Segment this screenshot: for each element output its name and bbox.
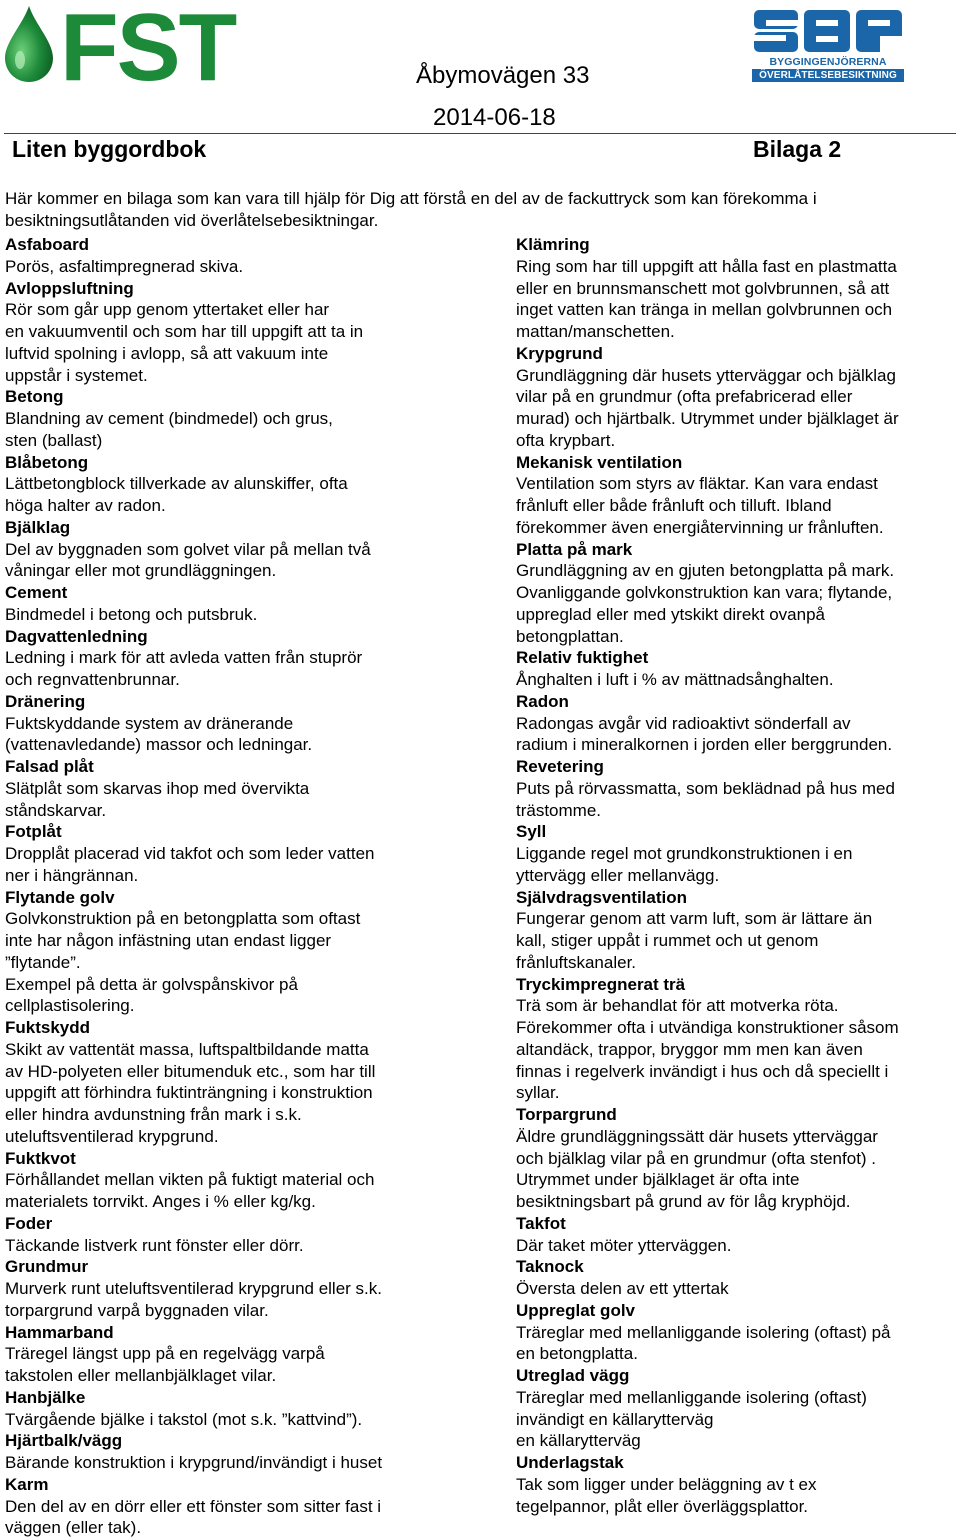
- glossary-entry: [5, 626, 475, 691]
- glossary-definition: Puts på rörvassmatta, som beklädnad på hus med trästomme.: [516, 778, 956, 822]
- glossary-term: Dagvattenledning: [5, 626, 475, 648]
- glossary-term: Klämring: [516, 234, 956, 256]
- glossary-definition: Ledning i mark för att avleda vatten från stuprör och regnvattenbrunnar.: [5, 647, 475, 691]
- glossary-entry: [516, 691, 956, 756]
- glossary-term: Karm: [5, 1474, 475, 1496]
- sbr-logo-mark-icon: [752, 8, 904, 54]
- glossary-term: Krypgrund: [516, 343, 956, 365]
- glossary-entry: [5, 821, 475, 886]
- header-divider: [4, 133, 956, 134]
- glossary-term: Torpargrund: [516, 1104, 956, 1126]
- glossary-definition: Träreglar med mellanliggande isolering (oftast) på en betongplatta.: [516, 1322, 956, 1366]
- glossary-term: Självdragsventilation: [516, 887, 956, 909]
- glossary-definition: Rör som går upp genom yttertaket eller har en vakuumventil och som har till uppgift att ta in luftvid spolning i avlopp, så att vakuum inte uppstår i systemet.: [5, 299, 475, 386]
- glossary-definition: Träregel längst upp på en regelvägg varpå takstolen eller mellanbjälklaget vilar.: [5, 1343, 475, 1387]
- glossary-definition: Skikt av vattentät massa, luftspaltbildande matta av HD-polyeten eller bitumenduk etc., som har till uppgift att förhindra fuktinträngning i konstruktion eller hindra avdunstning från mark i s.k. uteluftsventilerad krypgrund.: [5, 1039, 475, 1148]
- property-address: Åbymovägen 33: [416, 62, 589, 90]
- glossary-definition: Fungerar genom att varm luft, som är lättare än kall, stiger uppåt i rummet och ut genom frånluftskanaler.: [516, 908, 956, 973]
- glossary-term: Bjälklag: [5, 517, 475, 539]
- glossary-term: Taknock: [516, 1256, 956, 1278]
- sbr-logo-subtitle: ÖVERLÅTELSEBESIKTNING: [752, 69, 904, 82]
- glossary-term: Flytande golv: [5, 887, 475, 909]
- glossary-right-column: [516, 234, 956, 1517]
- document-title: Liten byggordbok: [12, 136, 206, 163]
- glossary-entry: [5, 1256, 475, 1321]
- intro-paragraph: Här kommer en bilaga som kan vara till hjälp för Dig att förstå en del av de fackuttryck som kan förekomma i besiktningsutlåtanden vid överlåtelsebesiktningar.: [5, 188, 945, 232]
- glossary-term: Cement: [5, 582, 475, 604]
- glossary-definition: Grundläggning av en gjuten betongplatta på mark. Ovanliggande golvkonstruktion kan vara; flytande, uppreglad eller med ytskikt direkt ovanpå betongplattan.: [516, 560, 956, 647]
- glossary-left-column: [5, 234, 475, 1539]
- title-row: [12, 136, 952, 166]
- glossary-entry: [516, 452, 956, 539]
- report-date: 2014-06-18: [433, 104, 556, 132]
- glossary-entry: [516, 647, 956, 691]
- glossary-definition: Grundläggning där husets ytterväggar och bjälklag vilar på en grundmur (ofta prefabricerad eller murad) och hjärtbalk. Utrymmet under bjälklaget är ofta krypbart.: [516, 365, 956, 452]
- glossary-entry: [5, 234, 475, 278]
- glossary-term: Revetering: [516, 756, 956, 778]
- glossary-definition: Ventilation som styrs av fläktar. Kan vara endast frånluft eller både frånluft och tilluft. Ibland förekommer även energiåtervinning ur frånluften.: [516, 473, 956, 538]
- glossary-definition: Radongas avgår vid radioaktivt sönderfall av radium i mineralkornen i jorden eller berggrunden.: [516, 713, 956, 757]
- water-drop-icon: [3, 4, 55, 84]
- glossary-definition: Ring som har till uppgift att hålla fast en plastmatta eller en brunnsmanschett mot golvbrunnen, så att inget vatten kan tränga in mellan golvbrunnen och mattan/manschetten.: [516, 256, 956, 343]
- glossary-entry: [5, 756, 475, 821]
- sbr-logo-name: BYGGINGENJÖRERNA: [752, 56, 904, 68]
- glossary-definition: Täckande listverk runt fönster eller dörr.: [5, 1235, 475, 1257]
- glossary-term: Hammarband: [5, 1322, 475, 1344]
- glossary-term: Radon: [516, 691, 956, 713]
- glossary-entry: [5, 1213, 475, 1257]
- glossary-entry: [5, 452, 475, 517]
- glossary-entry: [516, 1300, 956, 1365]
- glossary-term: Blåbetong: [5, 452, 475, 474]
- glossary-definition: Blandning av cement (bindmedel) och grus, sten (ballast): [5, 408, 475, 452]
- glossary-entry: [516, 539, 956, 648]
- glossary-definition: Fuktskyddande system av dränerande (vattenavledande) massor och ledningar.: [5, 713, 475, 757]
- glossary-definition: Slätplåt som skarvas ihop med övervikta ståndskarvar.: [5, 778, 475, 822]
- glossary-term: Fuktskydd: [5, 1017, 475, 1039]
- glossary-term: Falsad plåt: [5, 756, 475, 778]
- glossary-definition: Dropplåt placerad vid takfot och som leder vatten ner i hängrännan.: [5, 843, 475, 887]
- glossary-entry: [5, 1322, 475, 1387]
- glossary-term: Uppreglat golv: [516, 1300, 956, 1322]
- glossary-definition: Murverk runt uteluftsventilerad krypgrund eller s.k. torpargrund varpå byggnaden vilar.: [5, 1278, 475, 1322]
- glossary-term: Fuktkvot: [5, 1148, 475, 1170]
- glossary-term: Foder: [5, 1213, 475, 1235]
- glossary-term: Betong: [5, 386, 475, 408]
- glossary-entry: [5, 386, 475, 451]
- glossary-term: Avloppsluftning: [5, 278, 475, 300]
- glossary-term: Syll: [516, 821, 956, 843]
- glossary-term: Underlagstak: [516, 1452, 956, 1474]
- glossary-entry: [5, 1474, 475, 1539]
- glossary-entry: [5, 1430, 475, 1474]
- glossary-entry: [516, 821, 956, 886]
- glossary-definition: Liggande regel mot grundkonstruktionen i en yttervägg eller mellanvägg.: [516, 843, 956, 887]
- glossary-term: Platta på mark: [516, 539, 956, 561]
- glossary-entry: [5, 887, 475, 1018]
- glossary-entry: [5, 517, 475, 582]
- glossary-entry: [5, 278, 475, 387]
- glossary-definition: Lättbetongblock tillverkade av alunskiffer, ofta höga halter av radon.: [5, 473, 475, 517]
- glossary-definition: Trä som är behandlat för att motverka röta. Förekommer ofta i utvändiga konstruktioner såsom altandäck, trappor, bryggor mm men kan även finnas i regelverk invändigt i hus och då speciellt i syllar.: [516, 995, 956, 1104]
- glossary-entry: [5, 582, 475, 626]
- glossary-definition: Tak som ligger under beläggning av t ex tegelpannor, plåt eller överläggsplattor.: [516, 1474, 956, 1518]
- glossary-entry: [5, 1148, 475, 1213]
- glossary-entry: [516, 1452, 956, 1517]
- glossary-entry: [5, 691, 475, 756]
- glossary-term: Relativ fuktighet: [516, 647, 956, 669]
- glossary-definition: Porös, asfaltimpregnerad skiva.: [5, 256, 475, 278]
- glossary-definition: Den del av en dörr eller ett fönster som sitter fast i väggen (eller tak).: [5, 1496, 475, 1539]
- glossary-term: Takfot: [516, 1213, 956, 1235]
- glossary-entry: [5, 1017, 475, 1148]
- glossary-term: Utreglad vägg: [516, 1365, 956, 1387]
- glossary-entry: [516, 1365, 956, 1452]
- glossary-definition: Träreglar med mellanliggande isolering (oftast) invändigt en källarytterväg en källarytterväg: [516, 1387, 956, 1452]
- glossary-definition: Bindmedel i betong och putsbruk.: [5, 604, 475, 626]
- glossary-term: Hanbjälke: [5, 1387, 475, 1409]
- glossary-definition: Där taket möter ytterväggen.: [516, 1235, 956, 1257]
- glossary-entry: [516, 887, 956, 974]
- page-header: [0, 0, 960, 140]
- glossary-definition: Förhållandet mellan vikten på fuktigt material och materialets torrvikt. Anges i % eller kg/kg.: [5, 1169, 475, 1213]
- glossary-entry: [516, 1256, 956, 1300]
- glossary-definition: Översta delen av ett yttertak: [516, 1278, 956, 1300]
- glossary-entry: [516, 1213, 956, 1257]
- glossary-entry: [516, 974, 956, 1105]
- glossary-definition: Äldre grundläggningssätt där husets ytterväggar och bjälklag vilar på en grundmur (ofta stenfot) . Utrymmet under bjälklaget är ofta inte besiktningsbart på grund av för låg kryphöjd.: [516, 1126, 956, 1213]
- glossary-entry: [516, 343, 956, 452]
- appendix-label: Bilaga 2: [753, 136, 841, 163]
- glossary-entry: [5, 1387, 475, 1431]
- glossary-entry: [516, 756, 956, 821]
- glossary-definition: Bärande konstruktion i krypgrund/invändigt i huset: [5, 1452, 475, 1474]
- glossary-term: Mekanisk ventilation: [516, 452, 956, 474]
- glossary-entry: [516, 1104, 956, 1213]
- glossary-term: Hjärtbalk/vägg: [5, 1430, 475, 1452]
- glossary-definition: Ånghalten i luft i % av mättnadsånghalten.: [516, 669, 956, 691]
- fst-logo-text: FST: [60, 0, 235, 96]
- sbr-logo: [752, 8, 904, 82]
- glossary-definition: Del av byggnaden som golvet vilar på mellan två våningar eller mot grundläggningen.: [5, 539, 475, 583]
- glossary-term: Tryckimpregnerat trä: [516, 974, 956, 996]
- glossary-term: Fotplåt: [5, 821, 475, 843]
- glossary-term: Asfaboard: [5, 234, 475, 256]
- glossary-definition: Golvkonstruktion på en betongplatta som oftast inte har någon infästning utan endast ligger ”flytande”. Exempel på detta är golvspånskivor på cellplastisolering.: [5, 908, 475, 1017]
- glossary-entry: [516, 234, 956, 343]
- glossary-term: Grundmur: [5, 1256, 475, 1278]
- glossary-definition: Tvärgående bjälke i takstol (mot s.k. ”kattvind”).: [5, 1409, 475, 1431]
- glossary-term: Dränering: [5, 691, 475, 713]
